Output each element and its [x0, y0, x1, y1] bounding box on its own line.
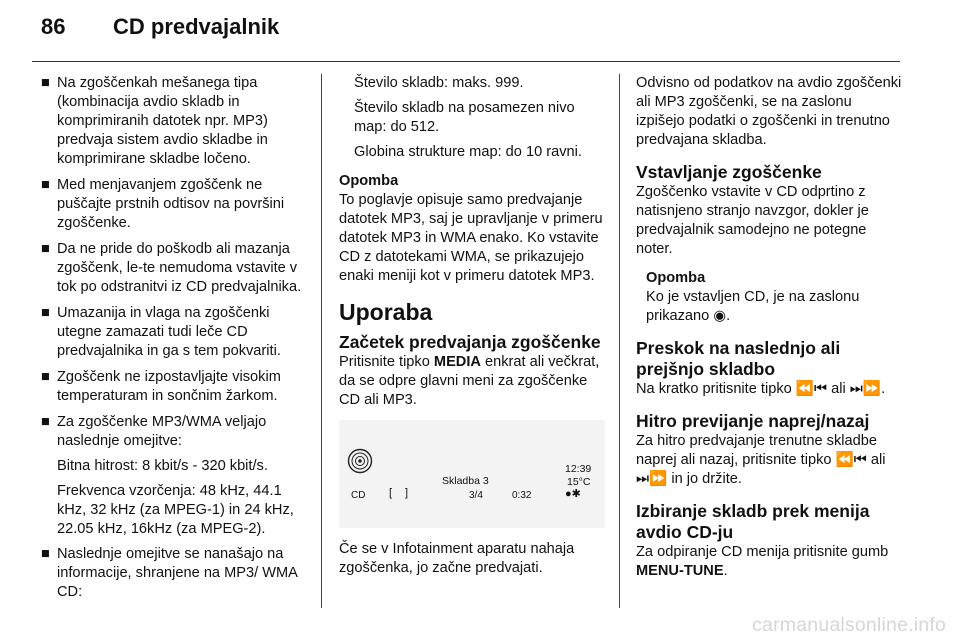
list-item: ■ Med menjavanjem zgoščenk ne puščajte prstnih odtisov na površini zgoščenke.: [41, 177, 285, 231]
list-item: ■ Da ne pride do poškodb ali mazanja zgoščenk, le-te nemudoma vstavite v tok po odstranitvi iz CD predvajalnika.: [41, 241, 302, 295]
heading-select-track: Izbiranje skladb prek menija avdio CD-ju: [636, 501, 870, 542]
note-text: To poglavje opisuje samo predvajanje datotek MP3, saj je upravljanje v primeru datotek MP3 in WMA enako. Ko vstavite CD z datotekami WMA, se prikazujejo enaki meniji kot v primeru datotek MP3.: [339, 192, 603, 284]
menu-tune-key: MENU-TUNE: [636, 563, 724, 579]
note-title: Opomba: [339, 173, 399, 189]
paragraph: Na kratko pritisnite tipko ⏪⏮ ali ⏭⏩.: [636, 381, 886, 397]
paragraph: Če se v Infotainment aparatu nahaja zgoščenka, jo začne predvajati.: [339, 541, 575, 576]
paragraph: Pritisnite tipko MEDIA enkrat ali večkrat, da se odpre glavni meni za zgoščenke CD ali MP3.: [339, 354, 600, 408]
bullet: ■: [41, 546, 50, 562]
column-divider-2: [619, 74, 620, 608]
cd-display-screen: [339, 420, 605, 528]
bullet: ■: [41, 177, 50, 193]
display-track: Skladba 3: [442, 475, 489, 487]
column-middle: [339, 74, 607, 578]
paragraph: Odvisno od podatkov na avdio zgoščenki ali MP3 zgoščenki, se na zaslonu izpišejo podatki o zgoščenki in trenutno predvajana skladba.: [636, 75, 902, 148]
heading-fast-forward: Hitro previjanje naprej/nazaj: [636, 411, 870, 431]
page-header: [0, 0, 960, 62]
note-title: Opomba: [646, 270, 706, 286]
display-elapsed: 0:32: [512, 490, 532, 501]
display-clock: 12:39: [565, 463, 592, 475]
list-item: ■ Na zgoščenkah mešanega tipa (kombinacija avdio skladb in komprimiranih datotek npr. MP3) predvaja sistem avdio skladbe in komprimirane skladbe ločeno.: [41, 75, 268, 167]
page-footer: [0, 612, 960, 642]
heading-skip-track: Preskok na naslednjo ali prejšnjo skladbo: [636, 338, 841, 379]
bullet: ■: [41, 369, 50, 385]
paragraph: Za hitro predvajanje trenutne skladbe naprej ali nazaj, pritisnite tipko ⏪⏮ ali ⏭⏩ in jo držite.: [636, 433, 886, 487]
list-item: ■ Zgoščenk ne izpostavljajte visokim temperaturam in sončnim žarkom.: [41, 369, 281, 404]
column-divider-1: [321, 74, 322, 608]
page-number: 86: [41, 14, 66, 39]
display-temperature: 15°C: [567, 476, 591, 488]
section-title: Uporaba: [339, 299, 433, 325]
note-block: [636, 269, 902, 326]
cd-disc-icon: [347, 448, 373, 474]
list-item: ■ Za zgoščenke MP3/WMA veljajo naslednje omejitve:: [41, 414, 267, 449]
column-left: [41, 74, 309, 609]
subsection-title: Začetek predvajanja zgoščenke: [339, 332, 601, 352]
list-item: ■ Umazanija in vlaga na zgoščenki utegne zamazati tudi leče CD predvajalnika in ga s tem pokvariti.: [41, 305, 281, 359]
note-text: Ko je vstavljen CD, je na zaslonu prikazano ◉.: [646, 289, 860, 324]
display-position: 3/4: [469, 490, 483, 501]
display-source: CD: [351, 490, 366, 501]
display-bracket-left: [: [389, 487, 393, 499]
list-item: ■ Naslednje omejitve se nanašajo na informacije, shranjene na MP3/ WMA CD:: [41, 546, 298, 600]
watermark: carmanualsonline.info: [752, 614, 946, 636]
limit-track-count: Število skladb: maks. 999.: [354, 75, 524, 91]
limit-frequency: Frekvenca vzorčenja: 48 kHz, 44.1 kHz, 32 kHz (za MPEG-1) in 24 kHz, 22.05 kHz, 16kHz (za MPEG-2).: [57, 483, 294, 537]
limit-tracks-per-folder: Število skladb na posamezen nivo map: do 512.: [354, 100, 575, 135]
column-right: [636, 74, 902, 581]
bullet: ■: [41, 305, 50, 321]
paragraph: Zgoščenko vstavite v CD odprtino z natisnjeno stranjo navzgor, dokler je predvajalnik samodejno ne potegne noter.: [636, 184, 869, 257]
page-title: CD predvajalnik: [113, 14, 280, 39]
limit-folder-depth: Globina strukture map: do 10 ravni.: [354, 144, 582, 160]
bullet: ■: [41, 241, 50, 257]
header-rule: [32, 61, 900, 62]
bullet: ■: [41, 414, 50, 430]
limit-bitrate: Bitna hitrost: 8 kbit/s - 320 kbit/s.: [57, 458, 268, 474]
heading-insert-cd: Vstavljanje zgoščenke: [636, 162, 822, 182]
media-key: MEDIA: [433, 354, 481, 370]
display-bracket-right: ]: [405, 487, 409, 499]
bullet: ■: [41, 75, 50, 91]
paragraph: Za odpiranje CD menija pritisnite gumb MENU-TUNE.: [636, 544, 889, 579]
bluetooth-icon: ●✱: [565, 488, 581, 500]
